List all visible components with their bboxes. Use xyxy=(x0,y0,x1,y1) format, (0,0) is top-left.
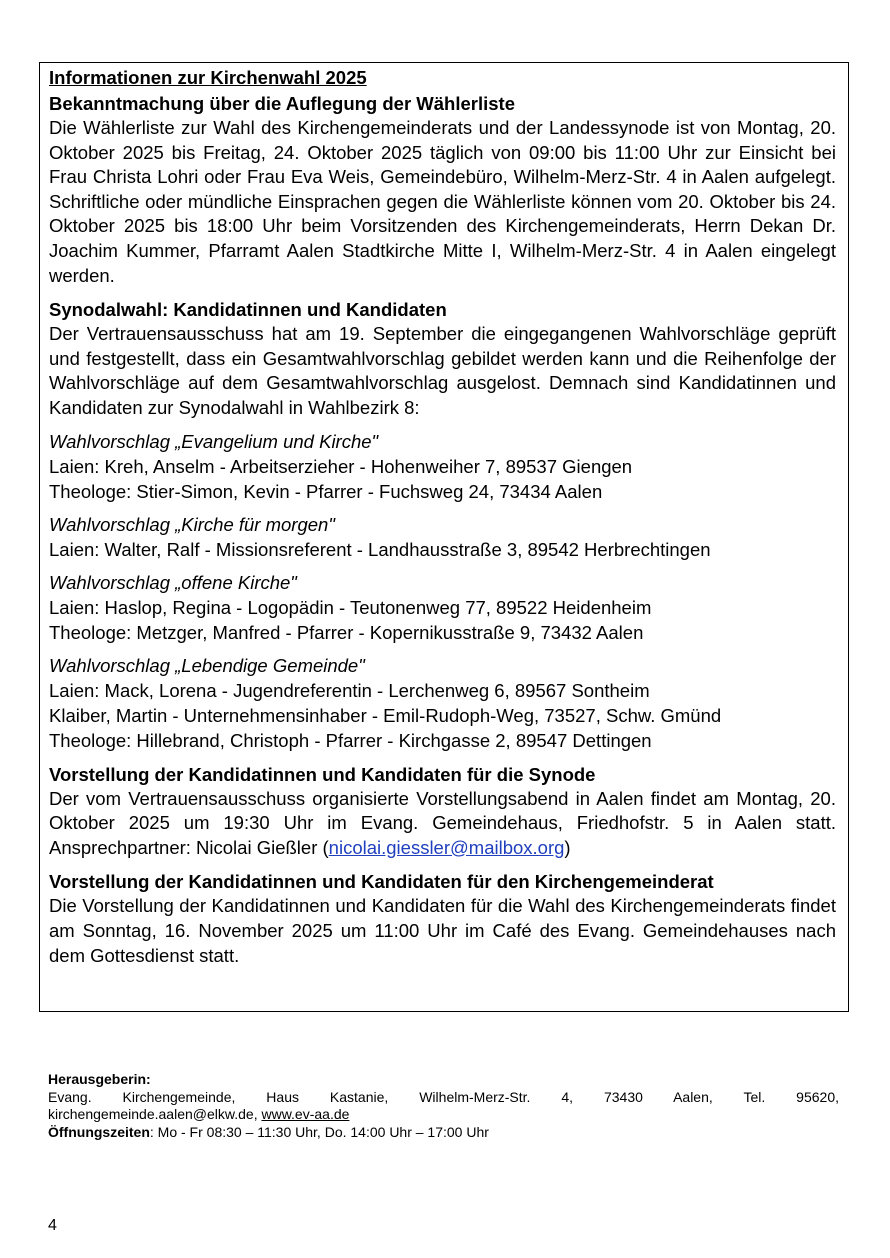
opening-hours xyxy=(48,1124,839,1142)
proposal-evangelium-und-kirche xyxy=(49,429,836,504)
opening-hours-label: Öffnungszeiten xyxy=(48,1123,150,1140)
section-synod-presentation xyxy=(49,763,836,861)
publisher-label-text: Herausgeberin: xyxy=(48,1071,151,1087)
candidate-line: Laien: Haslop, Regina - Logopädin - Teutonenweg 77, 89522 Heidenheim xyxy=(49,596,652,618)
publisher-footer xyxy=(48,1071,839,1141)
publisher-address: Evang. Kirchengemeinde, Haus Kastanie, Wilhelm-Merz-Str. 4, 73430 Aalen, Tel. 95620, xyxy=(48,1088,839,1105)
section-synod-candidates xyxy=(49,298,836,752)
proposal-kirche-fuer-morgen xyxy=(49,512,836,562)
website-link[interactable]: www.ev-aa.de xyxy=(261,1106,350,1122)
presentation-text: Der vom Vertrauensausschuss organisierte Vorstellungsabend in Aalen findet am Montag, 20. Oktober 2025 um 19:30 Uhr im Evang. Gemeindehaus, Friedhofstr. 5 in Aalen statt. Ansprechpartner: Nicolai Gießler ( xyxy=(49,787,836,858)
contact-email-link[interactable]: nicolai.giessler@mailbox.org xyxy=(328,836,565,858)
closing-paren: ) xyxy=(564,836,571,858)
section-council-text: Die Vorstellung der Kandidatinnen und Kandidaten für die Wahl des Kirchengemeinderats findet am Sonntag, 16. November 2025 um 11:00 Uhr im Café des Evang. Gemeindehauses nach dem Gottesdienst statt. xyxy=(49,895,836,966)
page-number: 4 xyxy=(48,1217,57,1234)
proposal-heading: Wahlvorschlag „Evangelium und Kirche" xyxy=(49,430,379,452)
proposal-heading: Wahlvorschlag „Kirche für morgen" xyxy=(49,513,335,535)
publisher-email: kirchengemeinde.aalen@elkw.de xyxy=(48,1106,254,1122)
section-voter-list-text: Die Wählerliste zur Wahl des Kirchengemeinderats und der Landessynode ist von Montag, 20. Oktober 2025 bis Freitag, 24. Oktober 2025 täglich von 09:00 bis 11:00 Uhr zur Einsicht bei Frau Christa Lohri oder Frau Eva Weis, Gemeindebüro, Wilhelm-Merz-Str. 4 in Aalen aufgelegt. Schriftliche oder mündliche Einsprachen gegen die Wählerliste können vom 20. Oktober bis 24. Oktober 2025 bis 18:00 Uhr beim Vorsitzenden des Kirchengemeinderats, Herrn Dekan Dr. Joachim Kummer, Pfarramt Aalen Stadtkirche Mitte I, Wilhelm-Merz-Str. 4 in Aalen eingelegt werden. xyxy=(49,117,836,286)
candidate-line: Laien: Mack, Lorena - Jugendreferentin - Lerchenweg 6, 89567 Sontheim xyxy=(49,679,650,701)
proposal-lebendige-gemeinde xyxy=(49,653,836,753)
candidate-line: Theologe: Stier-Simon, Kevin - Pfarrer - Fuchsweg 24, 73434 Aalen xyxy=(49,480,603,502)
box-title: Informationen zur Kirchenwahl 2025 xyxy=(49,67,367,88)
election-info-box xyxy=(39,62,849,1012)
opening-hours-text: : Mo - Fr 08:30 – 11:30 Uhr, Do. 14:00 Uhr – 17:00 Uhr xyxy=(149,1123,489,1140)
section-synod-presentation-heading: Vorstellung der Kandidatinnen und Kandidaten für die Synode xyxy=(49,763,596,785)
section-voter-list-heading: Bekanntmachung über die Auflegung der Wählerliste xyxy=(49,93,515,114)
section-voter-list xyxy=(49,92,836,288)
candidate-line: Theologe: Hillebrand, Christoph - Pfarrer - Kirchgasse 2, 89547 Dettingen xyxy=(49,729,652,751)
proposal-offene-kirche xyxy=(49,570,836,645)
section-synod-heading: Synodalwahl: Kandidatinnen und Kandidaten xyxy=(49,299,447,321)
contact-separator: , xyxy=(253,1106,262,1122)
section-synod-text: Der Vertrauensausschuss hat am 19. September die eingegangenen Wahlvorschläge geprüft und festgestellt, dass ein Gesamtwahlvorschlag gebildet werden kann und die Reihenfolge der Wahlvorschläge auf dem Gesamtwahlvorschlag ausgelost. Demnach sind Kandidatinnen und Kandidaten zur Synodalwahl in Wahlbezirk 8: xyxy=(49,323,836,418)
proposal-heading: Wahlvorschlag „offene Kirche" xyxy=(49,571,297,593)
publisher-contact xyxy=(48,1106,839,1124)
section-council-heading: Vorstellung der Kandidatinnen und Kandidaten für den Kirchengemeinderat xyxy=(49,871,714,893)
section-council-presentation xyxy=(49,870,836,968)
publisher-label xyxy=(48,1071,839,1089)
candidate-line: Laien: Walter, Ralf - Missionsreferent - Landhausstraße 3, 89542 Herbrechtingen xyxy=(49,538,711,560)
proposal-heading: Wahlvorschlag „Lebendige Gemeinde" xyxy=(49,654,365,676)
candidate-line: Klaiber, Martin - Unternehmensinhaber - Emil-Rudoph-Weg, 73527, Schw. Gmünd xyxy=(49,704,722,726)
candidate-line: Laien: Kreh, Anselm - Arbeitserzieher - Hohenweiher 7, 89537 Giengen xyxy=(49,455,633,477)
section-synod-presentation-text xyxy=(49,787,836,861)
candidate-line: Theologe: Metzger, Manfred - Pfarrer - Kopernikusstraße 9, 73432 Aalen xyxy=(49,621,644,643)
